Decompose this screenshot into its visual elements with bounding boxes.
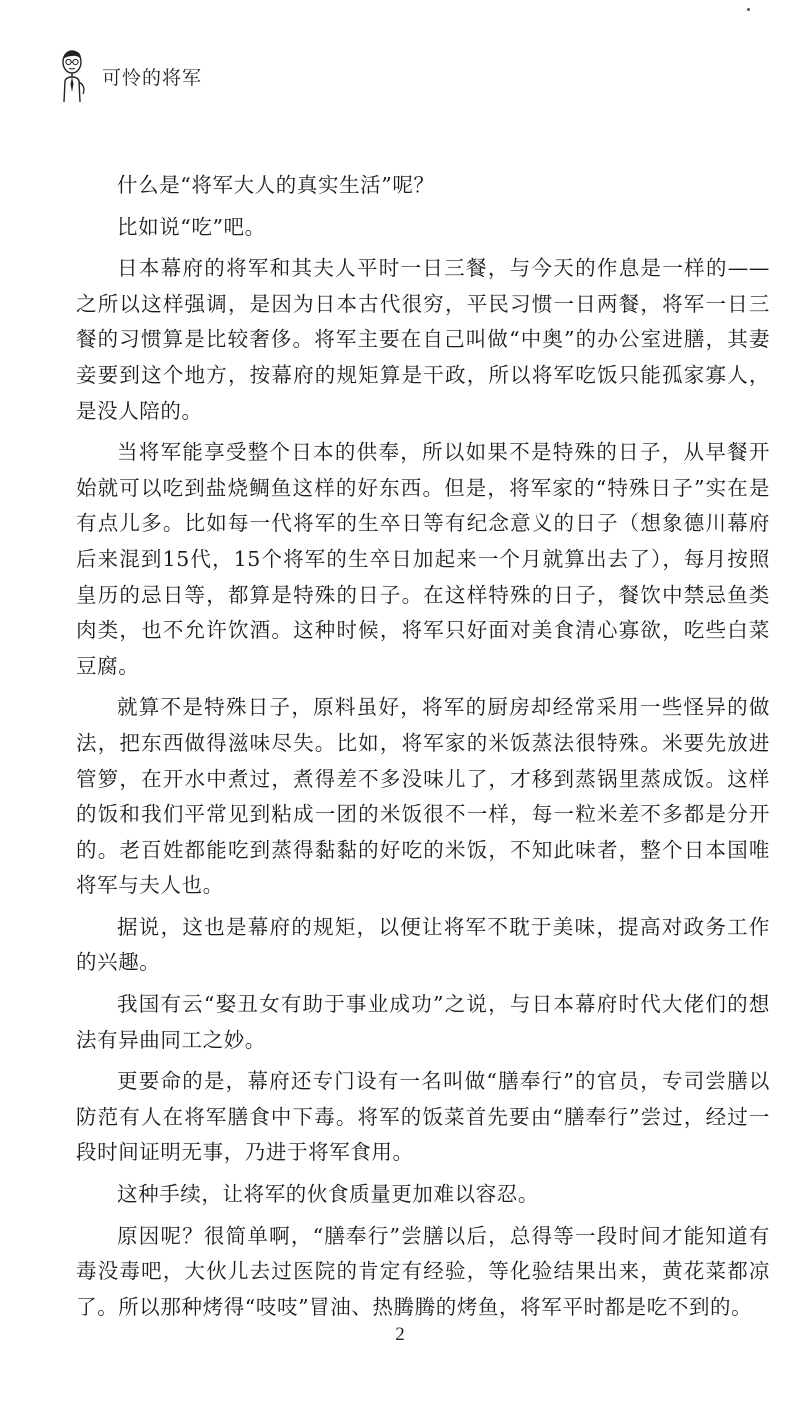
paragraph: 这种手续，让将军的伙食质量更加难以容忍。 (117, 1182, 539, 1207)
page-number: 2 (395, 1324, 405, 1345)
paragraph: 据说，这也是幕府的规矩，以便让将军不耽于美味，提高对政务工作的兴趣。 (76, 914, 770, 975)
running-header (56, 46, 202, 106)
body-text (76, 168, 770, 1331)
paragraph: 更要命的是，幕府还专门设有一名叫做“膳奉行”的官员，专司尝膳以防范有人在将军膳食中下毒。将军的饭菜首先要由“膳奉行”尝过，经过一段时间证明无事，乃进于将军食用。 (76, 1069, 770, 1165)
scan-speck (747, 8, 750, 11)
cartoon-general-figure-icon (56, 48, 92, 104)
paragraph: 就算不是特殊日子，原料虽好，将军的厨房却经常采用一些怪异的做法，把东西做得滋味尽失。比如，将军家的米饭蒸法很特殊。米要先放进管箩，在开水中煮过，煮得差不多没味儿了，才移到蒸锅里蒸成饭。这样的饭和我们平常见到粘成一团的米饭很不一样，每一粒米差不多都是分开的。老百姓都能吃到蒸得黏黏的好吃的米饭，不知此味者，整个日本国唯将军与夫人也。 (76, 695, 770, 898)
paragraph: 我国有云“娶丑女有助于事业成功”之说，与日本幕府时代大佬们的想法有异曲同工之妙。 (76, 992, 770, 1052)
paragraph: 日本幕府的将军和其夫人平时一日三餐，与今天的作息是一样的——之所以这样强调，是因为日本古代很穷，平民习惯一日两餐，将军一日三餐的习惯算是比较奢侈。将军主要在自己叫做“中奥”的办公室进膳，其妻妾要到这个地方，按幕府的规矩算是干政，所以将军吃饭只能孤家寡人，是没人陪的。 (76, 256, 770, 423)
paragraph: 比如说“吃”吧。 (117, 214, 266, 239)
running-header-title: 可怜的将军 (102, 66, 203, 89)
paragraph: 当将军能享受整个日本的供奉，所以如果不是特殊的日子，从早餐开始就可以吃到盐烧鲷鱼这样的好东西。但是，将军家的“特殊日子”实在是有点儿多。比如每一代将军的生卒日等有纪念意义的日子（想象德川幕府后来混到15代，15个将军的生卒日加起来一个月就算出去了），每月按照皇历的忌日等，都算是特殊的日子。在这样特殊的日子，餐饮中禁忌鱼类肉类，也不允许饮酒。这种时候，将军只好面对美食清心寡欲，吃些白菜豆腐。 (76, 440, 770, 678)
paragraph: 什么是“将军大人的真实生活”呢？ (117, 173, 435, 197)
paragraph: 原因呢？很简单啊，“膳奉行”尝膳以后，总得等一段时间才能知道有毒没毒吧，大伙儿去过医院的肯定有经验，等化验结果出来，黄花菜都凉了。所以那种烤得“吱吱”冒油、热腾腾的烤鱼，将军平时都是吃不到的。 (76, 1223, 770, 1319)
